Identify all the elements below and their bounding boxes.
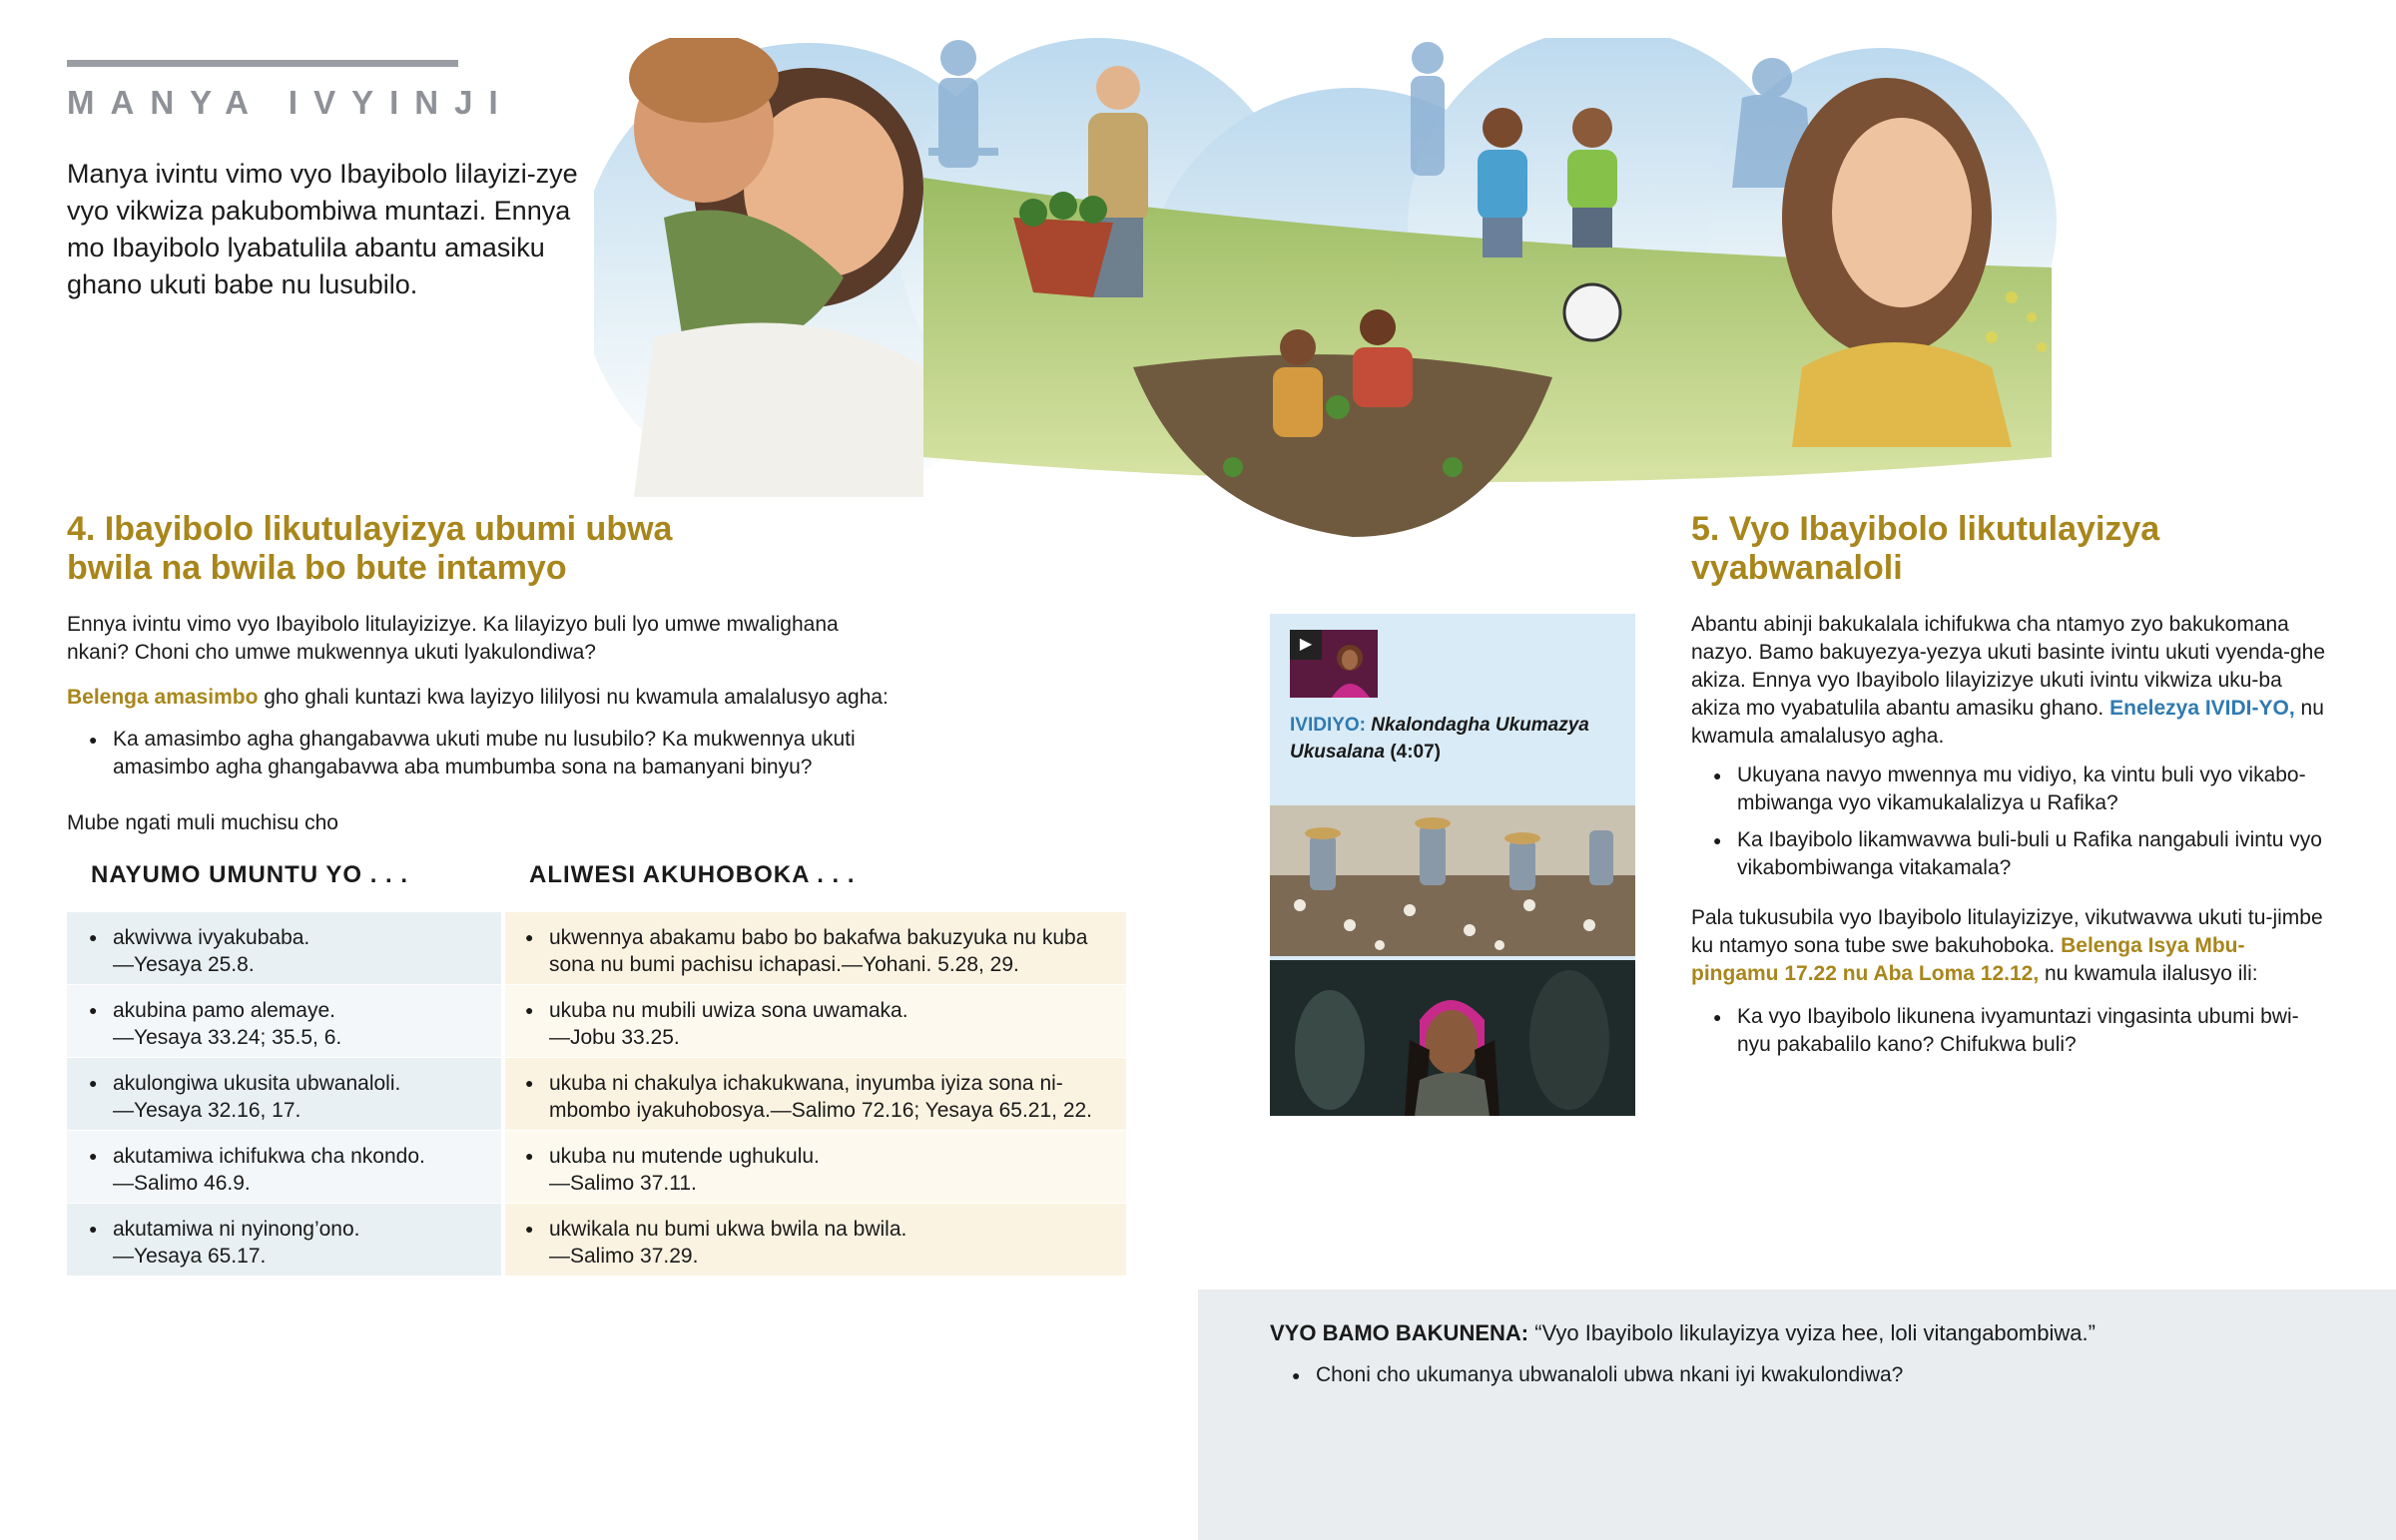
some-say-text: VYO BAMO BAKUNENA: “Vyo Ibayibolo likulayizya vyiza hee, loli vitangabombiwa.” bbox=[1270, 1320, 2096, 1345]
some-say-box bbox=[1198, 1289, 2396, 1540]
table-cell-left: ● akubina pamo alemaye. —Yesaya 33.24; 35.5, 6. bbox=[67, 985, 501, 1057]
table-cell-left: ● akutamiwa ichifukwa cha nkondo. —Salimo 46.9. bbox=[67, 1131, 501, 1203]
table-header-right: ALIWESI AKUHOBOKA . . . bbox=[529, 861, 856, 888]
table-cell-right: ● ukuba nu mubili uwiza sona uwamaka. —Jobu 33.25. bbox=[505, 985, 1126, 1057]
table-row bbox=[67, 1058, 1126, 1130]
question-item: ● Ka Ibayibolo likamwavwa buli-buli u Rafika nangabuli ivintu vyo vikabombiwanga vitakamala? bbox=[1691, 826, 2330, 882]
video-thumbnail[interactable] bbox=[1290, 630, 1378, 698]
intro-text: Manya ivintu vimo vyo Ibayibolo lilayizi-zye vyo vikwiza pakubombiwa muntazi. Ennya mo Ibayibolo lyabatulila abantu amasiku ghano ukuti babe nu lusubilo. bbox=[67, 159, 578, 299]
question-item: ● Ka vyo Ibayibolo likunena ivyamuntazi vingasinta ubumi bwi-nyu pakabalilo kano? Chifukwa buli? bbox=[1691, 1003, 2330, 1059]
table-cell-right: ● ukuba nu mutende ughukulu. —Salimo 37.11. bbox=[505, 1131, 1126, 1203]
table-cell-right: ● ukuba ni chakulya ichakukwana, inyumba iyiza sona ni-mbombo iyakuhobosya.—Salimo 72.16; Yesaya 65.21, 22. bbox=[505, 1058, 1126, 1130]
table-row bbox=[67, 985, 1126, 1057]
table-cell-left: ● akwivwa ivyakubaba. —Yesaya 25.8. bbox=[67, 912, 501, 984]
section-5-questions bbox=[1691, 1003, 2330, 1068]
video-still-cotton-field bbox=[1270, 805, 1635, 956]
section-4-title: 4. Ibayibolo likutulayizya ubumi ubwa bwila na bwila bo bute intamyo bbox=[67, 510, 673, 587]
table-row bbox=[67, 1204, 1126, 1276]
question-item: ● Choni cho ukumanya ubwanaloli ubwa nkani iyi kwakulondiwa? bbox=[1270, 1361, 2268, 1389]
section-4-read-instruction bbox=[67, 684, 1065, 712]
table-row bbox=[67, 1131, 1126, 1203]
table-cell-right: ● ukwikala nu bumi ukwa bwila na bwila. —Salimo 37.29. bbox=[505, 1204, 1126, 1276]
section-5-video-questions bbox=[1691, 762, 2330, 891]
scripture-reference: Belenga Isya Mbu-pingamu 17.22 nu Aba Loma 12.12, bbox=[1691, 934, 2245, 985]
read-instruction-rest: gho ghali kuntazi kwa layizyo lililyosi nu kwamula amalalusyo agha: bbox=[258, 686, 889, 709]
section-4-intro: Ennya ivintu vimo vyo Ibayibolo litulayizizye. Ka lilayizyo buli lyo umwe mwalighana nkani? Choni cho umwe mukwennya ukuti lyakulondiwa? bbox=[67, 613, 839, 664]
table-header-left: NAYUMO UMUNTU YO . . . bbox=[91, 861, 409, 888]
section-4-questions bbox=[67, 726, 925, 790]
section-5-title: 5. Vyo Ibayibolo likutulayizya vyabwanaloli bbox=[1691, 510, 2160, 587]
some-say-questions bbox=[1270, 1361, 2268, 1398]
table-cell-right: ● ukwennya abakamu babo bo bakafwa bakuzyuka nu kuba sona nu bumi pachisu ichapasi.—Yohani. 5.28, 29. bbox=[505, 912, 1126, 984]
table-cell-left: ● akutamiwa ni nyinong’ono. —Yesaya 65.17. bbox=[67, 1204, 501, 1276]
imagine-text: Mube ngati muli muchisu cho bbox=[67, 811, 338, 834]
video-still-smiling-woman bbox=[1270, 960, 1635, 1116]
hero-illustration bbox=[594, 38, 2246, 537]
section-kicker: MANYA IVYINJI bbox=[67, 84, 514, 121]
promises-table bbox=[67, 912, 1126, 1277]
read-scriptures-label: Belenga amasimbo bbox=[67, 686, 259, 709]
section-5-read-paragraph: Pala tukusubila vyo Ibayibolo litulayizizye, vikutwavwa ukuti tu-jimbe ku ntamyo sona tube swe bakuhoboka. Belenga Isya Mbu-pingamu 17.22 nu Aba Loma 12.12, nu kwamula ilalusyo ili: bbox=[1691, 906, 2323, 985]
kicker-rule bbox=[67, 60, 458, 67]
table-row bbox=[67, 912, 1126, 984]
video-title[interactable]: IVIDIYO: Nkalondagha Ukumazya Ukusalana (4:07) bbox=[1290, 715, 1589, 763]
play-icon[interactable]: ▶ bbox=[1290, 630, 1322, 660]
watch-video-link[interactable]: Enelezya IVIDI-YO, bbox=[2109, 697, 2295, 720]
section-5-intro: Abantu abinji bakukalala ichifukwa cha ntamyo zyo bakukomana nazyo. Bamo bakuyezya-yezya ukuti basinte ivintu ukuti vyenda-ghe akiza. Ennya vyo Ibayibolo lilayizizye ukuti ivintu vikwiza uku-ba akiza mo vyabatulila abantu amasiku ghano. Enelezya IVIDI-YO, nu kwamula amalalusyo agha. bbox=[1691, 613, 2326, 748]
table-cell-left: ● akulongiwa ukusita ubwanaloli. —Yesaya 32.16, 17. bbox=[67, 1058, 501, 1130]
question-item: ● Ka amasimbo agha ghangabavwa ukuti mube nu lusubilo? Ka mukwennya ukuti amasimbo agha ghangabavwa aba mumbumba sona na bamanyani binyu? bbox=[67, 726, 925, 781]
video-card[interactable] bbox=[1270, 614, 1635, 1116]
question-item: ● Ukuyana navyo mwennya mu vidiyo, ka vintu buli vyo vikabo-mbiwanga vyo vikamukalalizya u Rafika? bbox=[1691, 762, 2330, 817]
